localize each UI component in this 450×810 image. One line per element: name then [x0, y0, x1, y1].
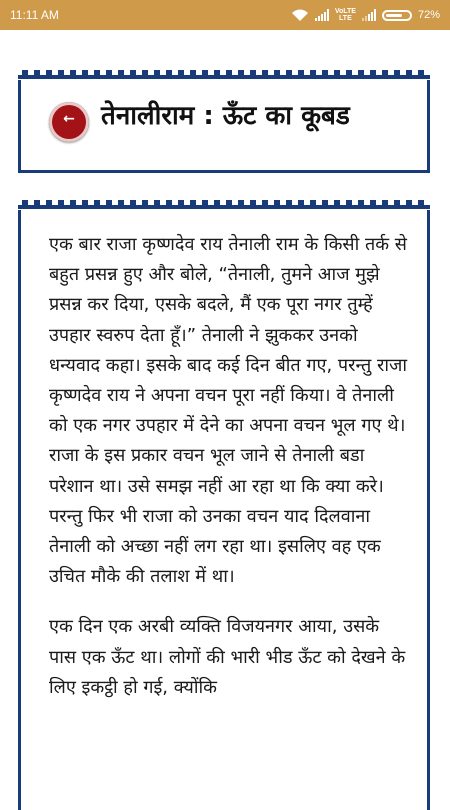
arrow-left-icon: ← [63, 111, 75, 127]
page-title: तेनालीराम : ऊँट का कूबड [101, 101, 350, 131]
volte-label: VoLTE [334, 8, 356, 15]
lte-icon [335, 8, 356, 22]
signal-icon [315, 9, 329, 21]
title-card [18, 80, 430, 173]
battery-percent: 72% [417, 9, 440, 21]
wifi-icon [291, 8, 309, 22]
battery-icon [382, 10, 412, 21]
decorative-border-top [18, 68, 430, 82]
story-paragraph: एक दिन एक अरबी व्यक्ति विजयनगर आया, उसके पास एक ऊँट था। लोगों की भारी भीड ऊँट को देखने के लिए इकट्ठी हो गई, क्योंकि [49, 616, 406, 698]
status-bar [0, 0, 450, 30]
status-icons [291, 6, 440, 24]
decorative-border-top [18, 198, 430, 212]
status-time: 11:11 AM [10, 8, 59, 22]
back-button[interactable] [49, 102, 89, 142]
story-card [18, 210, 430, 810]
lte-label: LTE [339, 15, 352, 22]
battery-fill [386, 14, 402, 17]
signal-icon-2 [362, 9, 376, 21]
story-text [49, 230, 411, 723]
story-paragraph: एक बार राजा कृष्णदेव राय तेनाली राम के किसी तर्क से बहुत प्रसन्न हुए और बोले, “तेनाली, तुमने आज मुझे प्रसन्न कर दिया, एसके बदले, मैं एक पूरा नगर तुम्हें उपहार स्वरुप देता हूँ।” तेनाली ने झुककर उनको धन्यवाद कहा। इसके बाद कई दिन बीत गए, परन्तु राजा कृष्णदेव राय ने अपना वचन पूरा नहीं किया। वे तेनाली को एक नगर उपहार में देने का अपना वचन भूल गए थे। राजा के इस प्रकार वचन भूल जाने से तेनाली बडा परेशान था। उसे समझ नहीं आ रहा था कि क्या करे। परन्तु फिर भी राजा को उनका वचन याद दिलवाना तेनाली को अच्छा नहीं लग रहा था। इसलिए वह एक उचित मौके की तलाश में था। [49, 234, 408, 588]
